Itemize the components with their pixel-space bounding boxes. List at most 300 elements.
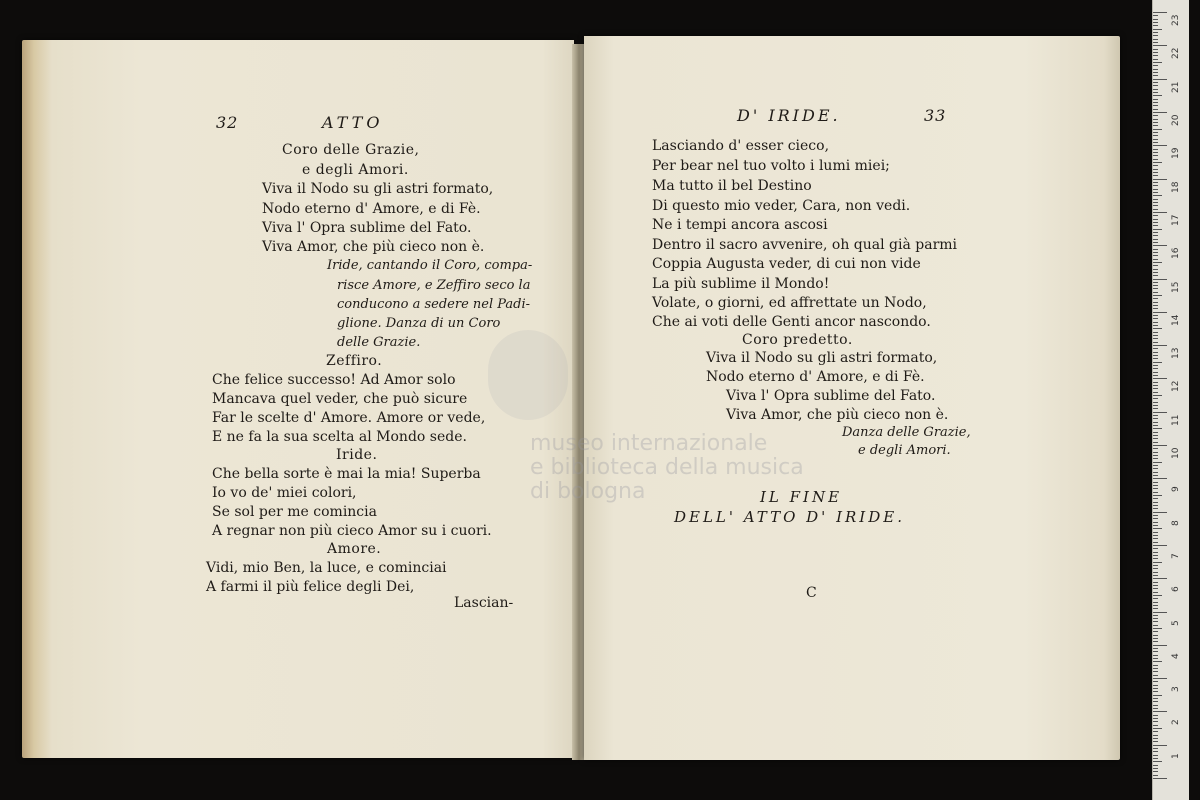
ruler-tick: [1153, 615, 1158, 616]
ruler-tick: [1153, 325, 1158, 326]
ruler-tick: [1153, 315, 1158, 316]
ruler-number: 5: [1171, 619, 1181, 626]
ruler-tick: [1153, 149, 1158, 150]
ruler-tick: [1153, 675, 1158, 676]
ruler-number: 22: [1171, 47, 1181, 60]
right-line: Dentro il sacro avvenire, oh qual già parmi: [652, 237, 958, 253]
ruler-number: 13: [1171, 347, 1181, 360]
ruler-tick: [1153, 152, 1158, 153]
ruler-tick: [1153, 552, 1158, 553]
ruler-tick: [1153, 691, 1158, 692]
ruler-tick: [1153, 155, 1158, 156]
ruler-tick: [1153, 621, 1158, 622]
ruler-tick: [1153, 498, 1158, 499]
end-title: IL FINE: [760, 488, 843, 506]
ruler-tick: [1153, 442, 1158, 443]
ruler-number: 10: [1171, 447, 1181, 459]
ruler-tick: [1153, 568, 1158, 569]
ruler-number: 9: [1171, 486, 1181, 493]
left-stage-direction: Iride, cantando il Coro, compa-: [327, 258, 533, 273]
ruler-tick: [1153, 165, 1158, 166]
left-line: Coro delle Grazie,: [282, 142, 420, 158]
ruler-tick: [1153, 212, 1167, 213]
ruler-tick: [1153, 711, 1167, 712]
ruler-tick: [1153, 262, 1162, 263]
ruler-number: 2: [1171, 719, 1181, 726]
right-line: Ne i tempi ancora ascosi: [652, 217, 828, 233]
ruler-tick: [1153, 618, 1158, 619]
ruler-tick: [1153, 728, 1162, 729]
ruler-number: 4: [1171, 653, 1181, 659]
ruler-tick: [1153, 512, 1167, 513]
ruler-tick: [1153, 751, 1158, 752]
ruler-tick: [1153, 765, 1158, 766]
ruler-tick: [1153, 562, 1162, 563]
ruler-tick: [1153, 638, 1158, 639]
ruler-tick: [1153, 415, 1158, 416]
left-line: A farmi il più felice degli Dei,: [206, 579, 415, 595]
ruler-tick: [1153, 668, 1158, 669]
ruler-tick: [1153, 748, 1158, 749]
ruler-number: 15: [1171, 281, 1181, 293]
ruler-tick: [1153, 302, 1158, 303]
ruler-tick: [1153, 688, 1158, 689]
ruler-tick: [1153, 232, 1158, 233]
ruler-tick: [1153, 275, 1158, 276]
ruler-tick: [1153, 92, 1158, 93]
ruler-tick: [1153, 678, 1167, 679]
ruler-tick: [1153, 625, 1158, 626]
ruler-tick: [1153, 655, 1158, 656]
left-line: E ne fa la sua scelta al Mondo sede.: [212, 429, 467, 445]
ruler-tick: [1153, 32, 1158, 33]
ruler-tick: [1153, 741, 1158, 742]
ruler-tick: [1153, 22, 1158, 23]
ruler-tick: [1153, 532, 1158, 533]
ruler-tick: [1153, 695, 1162, 696]
ruler-tick: [1153, 445, 1167, 446]
ruler-number: 1: [1171, 752, 1181, 759]
ruler-tick: [1153, 372, 1158, 373]
ruler-tick: [1153, 222, 1158, 223]
right-line: Per bear nel tuo volto i lumi miei;: [652, 158, 890, 174]
ruler-tick: [1153, 312, 1167, 313]
ruler-tick: [1153, 19, 1158, 20]
ruler-tick: [1153, 631, 1158, 632]
right-line: Nodo eterno d' Amore, e di Fè.: [706, 369, 925, 385]
ruler-tick: [1153, 342, 1158, 343]
ruler-tick: [1153, 292, 1158, 293]
ruler-tick: [1153, 159, 1158, 160]
ruler-tick: [1153, 259, 1158, 260]
right-line: Di questo mio veder, Cara, non vedi.: [652, 198, 911, 214]
ruler-tick: [1153, 515, 1158, 516]
ruler-tick: [1153, 279, 1167, 280]
ruler-tick: [1153, 585, 1158, 586]
ruler-tick: [1153, 558, 1158, 559]
ruler-tick: [1153, 75, 1158, 76]
ruler-tick: [1153, 55, 1158, 56]
watermark-line: di bologna: [530, 479, 646, 504]
left-stage-direction: delle Grazie.: [337, 335, 421, 350]
ruler-tick: [1153, 725, 1158, 726]
ruler-tick: [1153, 382, 1158, 383]
left-line: Nodo eterno d' Amore, e di Fè.: [262, 201, 481, 217]
ruler-tick: [1153, 592, 1158, 593]
right-line: Che ai voti delle Genti ancor nascondo.: [652, 314, 931, 330]
ruler-number: 3: [1171, 686, 1181, 693]
ruler-tick: [1153, 375, 1158, 376]
ruler-number: 23: [1171, 14, 1181, 27]
ruler-tick: [1153, 771, 1158, 772]
right-running-head: D' IRIDE.: [737, 106, 841, 125]
ruler-number: 19: [1171, 147, 1181, 160]
ruler-tick: [1153, 502, 1158, 503]
ruler-tick: [1153, 738, 1158, 739]
ruler-tick: [1153, 122, 1158, 123]
ruler-tick: [1153, 661, 1162, 662]
ruler-tick: [1153, 448, 1158, 449]
ruler-tick: [1153, 282, 1158, 283]
ruler-tick: [1153, 701, 1158, 702]
ruler-tick: [1153, 15, 1158, 16]
ruler-number: 21: [1171, 81, 1181, 93]
ruler-tick: [1153, 418, 1158, 419]
ruler-tick: [1153, 681, 1158, 682]
left-line: Che felice successo! Ad Amor solo: [212, 372, 456, 388]
right-line: Viva l' Opra sublime del Fato.: [726, 388, 936, 404]
end-subtitle: DELL' ATTO D' IRIDE.: [674, 508, 905, 526]
ruler-tick: [1153, 478, 1167, 479]
left-line: A regnar non più cieco Amor su i cuori.: [212, 523, 492, 539]
ruler-tick: [1153, 641, 1158, 642]
ruler-tick: [1153, 651, 1158, 652]
watermark-logo: [488, 330, 568, 420]
ruler-tick: [1153, 595, 1162, 596]
left-speaker: Iride.: [336, 447, 378, 463]
ruler-tick: [1153, 488, 1158, 489]
ruler-tick: [1153, 505, 1158, 506]
ruler-tick: [1153, 202, 1158, 203]
ruler-tick: [1153, 82, 1158, 83]
ruler-tick: [1153, 645, 1167, 646]
ruler-tick: [1153, 402, 1158, 403]
ruler-tick: [1153, 102, 1158, 103]
measurement-ruler: [1152, 0, 1189, 800]
ruler-tick: [1153, 508, 1158, 509]
ruler-tick: [1153, 79, 1167, 80]
ruler-tick: [1153, 368, 1158, 369]
ruler-tick: [1153, 95, 1162, 96]
left-line: e degli Amori.: [302, 162, 409, 178]
left-line: Se sol per me comincia: [212, 504, 377, 520]
ruler-tick: [1153, 635, 1158, 636]
ruler-number: 11: [1171, 414, 1181, 426]
ruler-tick: [1153, 358, 1158, 359]
ruler-tick: [1153, 718, 1158, 719]
ruler-tick: [1153, 578, 1167, 579]
ruler-tick: [1153, 572, 1158, 573]
ruler-tick: [1153, 332, 1158, 333]
ruler-tick: [1153, 588, 1158, 589]
ruler-tick: [1153, 25, 1158, 26]
ruler-tick: [1153, 388, 1158, 389]
ruler-tick: [1153, 265, 1158, 266]
ruler-tick: [1153, 352, 1158, 353]
ruler-tick: [1153, 492, 1158, 493]
ruler-tick: [1153, 269, 1158, 270]
ruler-tick: [1153, 65, 1158, 66]
ruler-tick: [1153, 172, 1158, 173]
ruler-tick: [1153, 49, 1158, 50]
ruler-tick: [1153, 245, 1167, 246]
ruler-tick: [1153, 35, 1158, 36]
left-line: Viva l' Opra sublime del Fato.: [262, 220, 472, 236]
ruler-tick: [1153, 378, 1167, 379]
left-running-head: ATTO: [322, 113, 384, 132]
ruler-tick: [1153, 435, 1158, 436]
ruler-tick: [1153, 328, 1162, 329]
ruler-tick: [1153, 605, 1158, 606]
ruler-tick: [1153, 425, 1158, 426]
ruler-tick: [1153, 428, 1162, 429]
ruler-tick: [1153, 392, 1158, 393]
ruler-tick: [1153, 455, 1158, 456]
ruler-tick: [1153, 72, 1158, 73]
right-page-number: 33: [924, 106, 947, 125]
ruler-tick: [1153, 405, 1158, 406]
ruler-tick: [1153, 525, 1158, 526]
ruler-tick: [1153, 528, 1162, 529]
ruler-tick: [1153, 235, 1158, 236]
right-line: Coppia Augusta veder, di cui non vide: [652, 256, 921, 272]
ruler-tick: [1153, 105, 1158, 106]
left-line: Mancava quel veder, che può sicure: [212, 391, 468, 407]
ruler-tick: [1153, 295, 1162, 296]
ruler-tick: [1153, 745, 1167, 746]
ruler-tick: [1153, 565, 1158, 566]
left-stage-direction: risce Amore, e Zeffiro seco la: [337, 278, 531, 293]
ruler-number: 18: [1171, 181, 1181, 193]
ruler-tick: [1153, 462, 1162, 463]
right-stage-direction: Danza delle Grazie,: [842, 425, 971, 440]
right-speaker: Coro predetto.: [742, 332, 853, 348]
ruler-tick: [1153, 598, 1158, 599]
left-line: Viva il Nodo su gli astri formato,: [262, 181, 494, 197]
ruler-tick: [1153, 185, 1158, 186]
ruler-number: 14: [1171, 314, 1181, 326]
ruler-tick: [1153, 242, 1158, 243]
ruler-tick: [1153, 109, 1158, 110]
ruler-tick: [1153, 199, 1158, 200]
left-line: Io vo de' miei colori,: [212, 485, 357, 501]
ruler-tick: [1153, 665, 1158, 666]
ruler-tick: [1153, 139, 1158, 140]
ruler-tick: [1153, 62, 1162, 63]
ruler-number: 8: [1171, 519, 1181, 526]
ruler-tick: [1153, 698, 1158, 699]
ruler-tick: [1153, 555, 1158, 556]
ruler-tick: [1153, 715, 1158, 716]
ruler-tick: [1153, 345, 1167, 346]
ruler-tick: [1153, 338, 1158, 339]
left-speaker: Zeffiro.: [326, 353, 383, 369]
ruler-tick: [1153, 485, 1158, 486]
left-page-number: 32: [216, 113, 239, 132]
ruler-tick: [1153, 142, 1158, 143]
left-line: Che bella sorte è mai la mia! Superba: [212, 466, 481, 482]
ruler-tick: [1153, 612, 1167, 613]
ruler-tick: [1153, 758, 1158, 759]
ruler-tick: [1153, 628, 1162, 629]
right-stage-direction: e degli Amori.: [858, 443, 951, 458]
ruler-tick: [1153, 195, 1162, 196]
ruler-tick: [1153, 671, 1158, 672]
ruler-tick: [1153, 318, 1158, 319]
ruler-tick: [1153, 115, 1158, 116]
ruler-tick: [1153, 458, 1158, 459]
watermark-line: museo internazionale: [530, 431, 768, 456]
ruler-tick: [1153, 721, 1158, 722]
ruler-tick: [1153, 288, 1158, 289]
ruler-tick: [1153, 215, 1158, 216]
ruler-tick: [1153, 432, 1158, 433]
ruler-tick: [1153, 209, 1158, 210]
left-catchword: Lascian-: [454, 595, 514, 611]
ruler-tick: [1153, 398, 1158, 399]
ruler-tick: [1153, 69, 1158, 70]
ruler-tick: [1153, 412, 1167, 413]
ruler-tick: [1153, 438, 1158, 439]
ruler-tick: [1153, 129, 1162, 130]
ruler-tick: [1153, 482, 1158, 483]
ruler-tick: [1153, 285, 1158, 286]
ruler-tick: [1153, 119, 1158, 120]
ruler-tick: [1153, 408, 1158, 409]
ruler-tick: [1153, 305, 1158, 306]
ruler-tick: [1153, 335, 1158, 336]
ruler-tick: [1153, 112, 1167, 113]
ruler-tick: [1153, 252, 1158, 253]
ruler-number: 6: [1171, 586, 1181, 593]
ruler-tick: [1153, 42, 1158, 43]
ruler-tick: [1153, 495, 1162, 496]
right-line: Volate, o giorni, ed affrettate un Nodo,: [652, 295, 927, 311]
ruler-tick: [1153, 225, 1158, 226]
ruler-tick: [1153, 169, 1158, 170]
ruler-tick: [1153, 465, 1158, 466]
ruler-tick: [1153, 162, 1162, 163]
ruler-tick: [1153, 192, 1158, 193]
ruler-tick: [1153, 658, 1158, 659]
ruler-tick: [1153, 548, 1158, 549]
ruler-tick: [1153, 778, 1167, 779]
ruler-tick: [1153, 735, 1158, 736]
right-line: La più sublime il Mondo!: [652, 276, 830, 292]
left-speaker: Amore.: [327, 541, 382, 557]
ruler-tick: [1153, 422, 1158, 423]
ruler-tick: [1153, 125, 1158, 126]
ruler-number: 12: [1171, 380, 1181, 393]
ruler-number: 7: [1171, 553, 1181, 559]
ruler-tick: [1153, 298, 1158, 299]
ruler-tick: [1153, 518, 1158, 519]
right-line: Lasciando d' esser cieco,: [652, 138, 830, 154]
ruler-tick: [1153, 45, 1167, 46]
ruler-number: 20: [1171, 114, 1181, 126]
ruler-tick: [1153, 89, 1158, 90]
ruler-tick: [1153, 189, 1158, 190]
ruler-tick: [1153, 538, 1158, 539]
ruler-tick: [1153, 39, 1158, 40]
ruler-number: 17: [1171, 214, 1181, 226]
ruler-tick: [1153, 249, 1158, 250]
ruler-tick: [1153, 239, 1158, 240]
ruler-tick: [1153, 205, 1158, 206]
ruler-tick: [1153, 768, 1158, 769]
ruler-tick: [1153, 608, 1158, 609]
ruler-tick: [1153, 132, 1158, 133]
ruler-tick: [1153, 705, 1158, 706]
ruler-tick: [1153, 472, 1158, 473]
ruler-tick: [1153, 731, 1158, 732]
ruler-tick: [1153, 365, 1158, 366]
left-line: Far le scelte d' Amore. Amore or vede,: [212, 410, 486, 426]
ruler-tick: [1153, 348, 1158, 349]
ruler-number: 16: [1171, 247, 1181, 260]
watermark: [530, 432, 804, 504]
ruler-tick: [1153, 542, 1158, 543]
ruler-tick: [1153, 535, 1158, 536]
left-stage-direction: conducono a sedere nel Padi-: [337, 297, 531, 312]
ruler-tick: [1153, 322, 1158, 323]
ruler-tick: [1153, 99, 1158, 100]
left-stage-direction: glione. Danza di un Coro: [337, 316, 501, 331]
ruler-tick: [1153, 385, 1158, 386]
signature-mark: C: [806, 585, 817, 601]
right-line: Viva Amor, che più cieco non è.: [726, 407, 949, 423]
ruler-tick: [1153, 545, 1167, 546]
ruler-tick: [1153, 135, 1158, 136]
ruler-tick: [1153, 761, 1162, 762]
ruler-tick: [1153, 229, 1162, 230]
ruler-tick: [1153, 575, 1158, 576]
ruler-tick: [1153, 685, 1158, 686]
ruler-tick: [1153, 468, 1158, 469]
right-line: Viva il Nodo su gli astri formato,: [706, 350, 938, 366]
ruler-tick: [1153, 59, 1158, 60]
ruler-tick: [1153, 29, 1162, 30]
ruler-tick: [1153, 522, 1158, 523]
ruler-tick: [1153, 12, 1167, 13]
ruler-tick: [1153, 708, 1158, 709]
ruler-tick: [1153, 145, 1167, 146]
right-line: Ma tutto il bel Destino: [652, 178, 812, 194]
ruler-tick: [1153, 182, 1158, 183]
ruler-tick: [1153, 255, 1158, 256]
ruler-tick: [1153, 475, 1158, 476]
ruler-tick: [1153, 219, 1158, 220]
ruler-tick: [1153, 85, 1158, 86]
ruler-tick: [1153, 602, 1158, 603]
ruler-tick: [1153, 648, 1158, 649]
ruler-tick: [1153, 582, 1158, 583]
watermark-line: e biblioteca della musica: [530, 455, 804, 480]
ruler-tick: [1153, 179, 1167, 180]
left-line: Viva Amor, che più cieco non è.: [262, 239, 485, 255]
ruler-tick: [1153, 272, 1158, 273]
left-line: Vidi, mio Ben, la luce, e cominciai: [206, 560, 447, 576]
